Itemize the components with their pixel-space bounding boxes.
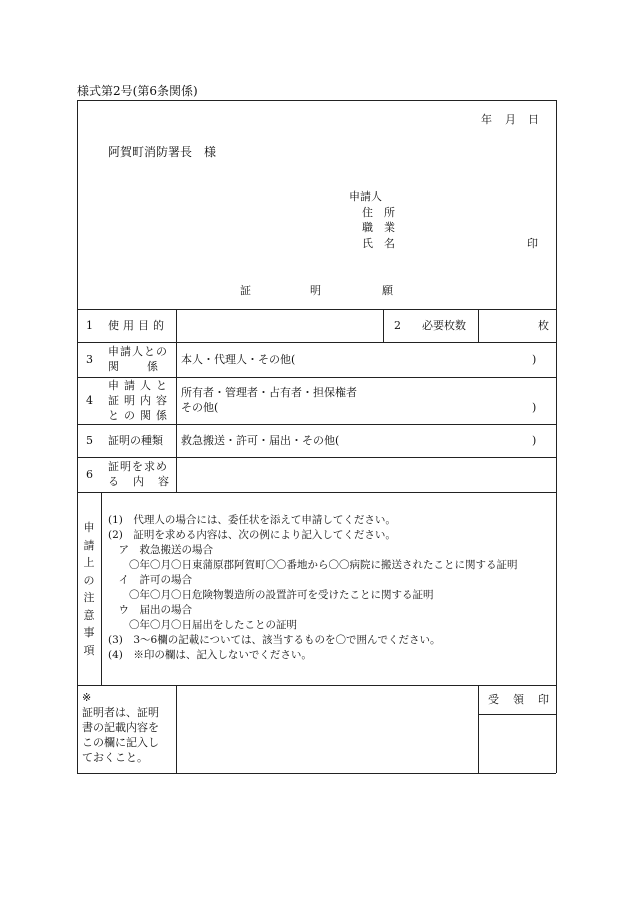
copies-num-line [383,309,384,342]
title-char-3: 願 [382,284,393,297]
note-line: ア 救急搬送の場合 [108,544,213,556]
row-line-2 [77,342,556,343]
row-num-5: 5 [86,434,93,447]
row-line-3 [77,377,556,378]
notes-side-char: 意 [83,608,95,622]
frame-right [556,100,557,773]
row-num-3: 3 [86,353,93,366]
cert-relation-label-line1: 申請人と [108,379,172,392]
title-char-1: 証 [240,284,251,297]
occupation-label: 職 業 [362,221,395,234]
applicant-label: 申請人 [349,190,382,203]
cert-relation-other[interactable]: その他( [181,401,219,414]
date-year: 年 [481,113,492,126]
note-line: (2) 証明を求める内容は、次の例により記入してください。 [108,529,396,541]
cert-relation-options[interactable]: 所有者・管理者・占有者・担保権者 [181,386,357,399]
row-num-1: 1 [86,319,93,332]
cert-content-label-line1: 証明を求め [108,460,168,473]
cert-content-field[interactable] [178,459,554,491]
copies-value-line [478,309,479,342]
row-line-7 [77,685,556,686]
note-line: イ 許可の場合 [108,574,192,586]
receipt-seal-field[interactable] [480,716,554,772]
row-num-6: 6 [86,468,93,481]
notes-list [108,513,518,663]
note-line: (4) ※印の欄は、記入しないでください。 [108,649,312,661]
footer-right-line [478,685,479,773]
row-line-5 [77,457,556,458]
cert-type-close: ) [532,434,537,447]
note-line: 〇年〇月〇日東蒲原郡阿賀町〇〇番地から〇〇病院に搬送されたことに関する証明 [108,559,518,571]
cert-content-label-line2: る内容 [108,475,183,488]
copies-unit: 枚 [538,319,549,332]
row-num-4: 4 [86,394,93,407]
receipt-line [478,714,556,715]
notes-side-label [80,519,98,659]
date-day: 日 [528,113,539,126]
frame-bottom [77,773,556,774]
notes-side-char: 事 [83,626,95,639]
footer-note-line: ておくこと。 [82,751,148,764]
row-line-6 [77,492,556,493]
relation-label-line2: 関係 [108,360,186,373]
notes-side-char: 上 [83,556,95,569]
row-line-1 [77,309,556,310]
cert-type-label: 証明の種類 [108,434,163,447]
cert-relation-label-line3: との関係 [108,409,172,422]
footer-mark: ※ [82,691,92,704]
addressee: 阿賀町消防署長 様 [108,145,217,159]
notes-side-char: 請 [83,538,95,552]
footer-note-line: 書の記載内容を [82,721,159,734]
copies-label: 必要枚数 [422,319,466,332]
note-line: (1) 代理人の場合には、委任状を添えて申請してください。 [108,514,396,526]
cert-type-options[interactable]: 救急搬送・許可・届出・その他( [181,434,340,447]
footer-note-line: この欄に記入し [82,736,159,749]
form-code: 様式第2号(第6条関係) [77,84,198,98]
certifier-entry-field[interactable] [178,687,477,772]
name-label: 氏 名 [362,237,395,250]
label-col-line [176,309,177,492]
relation-options[interactable]: 本人・代理人・その他( [181,353,296,366]
footer-note-line: 証明者は、証明 [82,706,159,719]
notes-side-char: の [83,573,95,587]
note-line: 〇年〇月〇日届出をしたことの証明 [108,619,297,631]
purpose-field[interactable] [178,311,382,341]
frame-top [77,100,556,101]
note-line: 〇年〇月〇日危険物製造所の設置許可を受けたことに関する証明 [108,589,434,601]
frame-left [77,100,78,773]
row-num-2: 2 [394,319,401,332]
title-char-2: 明 [310,284,321,297]
footer-left-line [176,685,177,773]
row-line-4 [77,424,556,425]
notes-side-char: 申 [83,521,95,534]
address-label: 住 所 [362,206,395,219]
cert-relation-close: ) [532,401,537,414]
notes-side-char: 項 [83,643,95,657]
purpose-label: 使用目的 [108,319,168,332]
relation-close: ) [532,353,537,366]
cert-relation-label-line2: 証明内容 [108,394,172,407]
receipt-label: 受領印 [488,693,563,706]
note-line: (3) 3〜6欄の記載については、該当するものを〇で囲んでください。 [108,634,441,646]
relation-label-line1: 申請人との [108,345,168,358]
notes-side-char: 注 [83,591,95,604]
seal-mark: 印 [527,237,538,250]
note-line: ウ 届出の場合 [108,604,192,616]
notes-side-line [101,492,102,685]
footer-note [82,690,159,765]
date-month: 月 [505,113,516,126]
